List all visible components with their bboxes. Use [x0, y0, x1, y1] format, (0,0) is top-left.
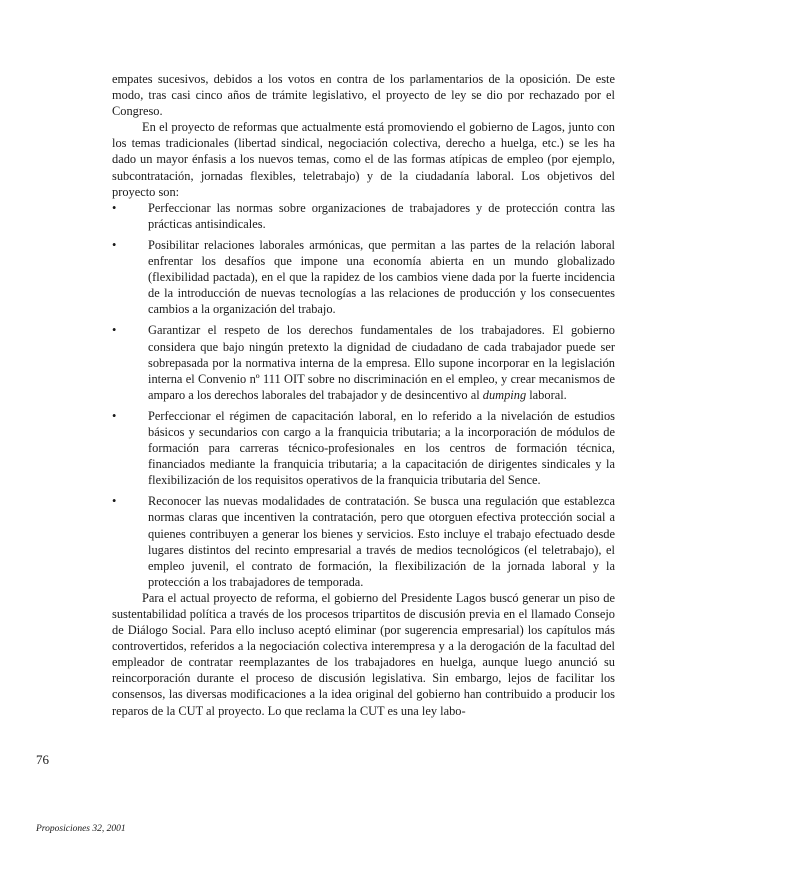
bullet-icon: •	[112, 408, 117, 423]
list-item	[112, 200, 615, 232]
objective-text	[148, 323, 615, 401]
objective-text-part: Garantizar el respeto de los derechos fundamentales de los trabajadores. El gobierno considera que bajo ningún pretexto la dignidad de ciudadano de cada trabajador puede ser sobrepasada por la normativa interna de la empresa. Ello supone incorporar en la legislación interna el Convenio nº 111 OIT sobre no discriminación en el empleo, y crear mecanismos de amparo a los derechos laborales del trabajador y de desincentivo al	[148, 323, 615, 402]
reform-paragraph: En el proyecto de reformas que actualmente está promoviendo el gobierno de Lagos, junto con los temas tradicionales (libertad sindical, negociación colectiva, derecho a huelga, etc.) se les ha dado un mayor énfasis a los nuevos temas, como el de las formas atípicas de empleo (por ejemplo, subcontratación, jornadas flexibles, teletrabajo) y de la ciudadanía laboral. Los objetivos del proyecto son:	[112, 120, 615, 199]
objective-text: Perfeccionar el régimen de capacitación laboral, en lo referido a la nivelación de estudios básicos y secundarios con cargo a la franquicia tributaria; a la incorporación de módulos de formación para carreras técnico-profesionales en los centros de formación técnica, financiados mediante la franquicia tributaria; a la capacitación de dirigentes sindicales y la flexibilización de los requisitos operativos de la franquicia tributaria del Sence.	[148, 408, 615, 488]
list-item	[112, 237, 615, 317]
objective-text: Perfeccionar las normas sobre organizaciones de trabajadores y de protección contra las prácticas antisindicales.	[148, 200, 615, 231]
objective-text-part: laboral.	[526, 387, 567, 402]
objective-text: Posibilitar relaciones laborales armónicas, que permitan a las partes de la relación laboral enfrentar los desafíos que impone una economía abierta en un mundo globalizado (flexibilidad pactada), en el que la rapidez de los cambios viene dada por la fuerte incidencia de la introducción de nuevas tecnologías a las relaciones de producción y los consecuentes cambios a la organización del trabajo.	[148, 237, 615, 317]
article-body	[112, 71, 615, 719]
intro-paragraph: empates sucesivos, debidos a los votos en contra de los parlamentarios de la oposición. De este modo, tras casi cinco años de trámite legislativo, el proyecto de ley se dio por rechazado por el Congreso.	[112, 72, 615, 119]
list-item	[112, 408, 615, 488]
closing-paragraph: Para el actual proyecto de reforma, el gobierno del Presidente Lagos buscó generar un piso de sustentabilidad política a través de los procesos tripartitos de discusión previa en el llamado Consejo de Diálogo Social. Para ello incluso aceptó eliminar (por sugerencia empresarial) los capítulos más controvertidos, referidos a la negociación colectiva interempresa y a la derogación de la facultad del empleador de contratar reemplazantes de los trabajadores en huelga, aunque luego anunció su reincorporación durante el proceso de discusión legislativa. Sin embargo, lejos de facilitar los consensos, las diversas modificaciones a la idea original del gobierno han contribuido a producir los reparos de la CUT al proyecto. Lo que reclama la CUT es una ley labo-	[112, 590, 615, 718]
bullet-icon: •	[112, 200, 117, 215]
bullet-icon: •	[112, 494, 117, 509]
list-item	[112, 322, 615, 402]
objectives-list	[112, 200, 615, 590]
italic-term: dumping	[482, 387, 527, 402]
objective-text: Reconocer las nuevas modalidades de contratación. Se busca una regulación que establezca normas claras que incentiven la contratación, pero que otorguen efectiva protección social a quienes contribuyen a generar los bienes y servicios. Esto incluye el trabajo efectuado desde lugares distintos del recinto empresarial a través de medios tecnológicos (el teletrabajo), el empleo juvenil, el contrato de formación, la flexibilización de la jornada laboral y la protección a los trabajadores de temporada.	[148, 494, 615, 589]
page-number: 76	[36, 752, 49, 767]
bullet-icon: •	[112, 323, 117, 338]
bullet-icon: •	[112, 237, 117, 252]
journal-footer: Proposiciones 32, 2001	[36, 824, 126, 834]
list-item	[112, 493, 615, 590]
